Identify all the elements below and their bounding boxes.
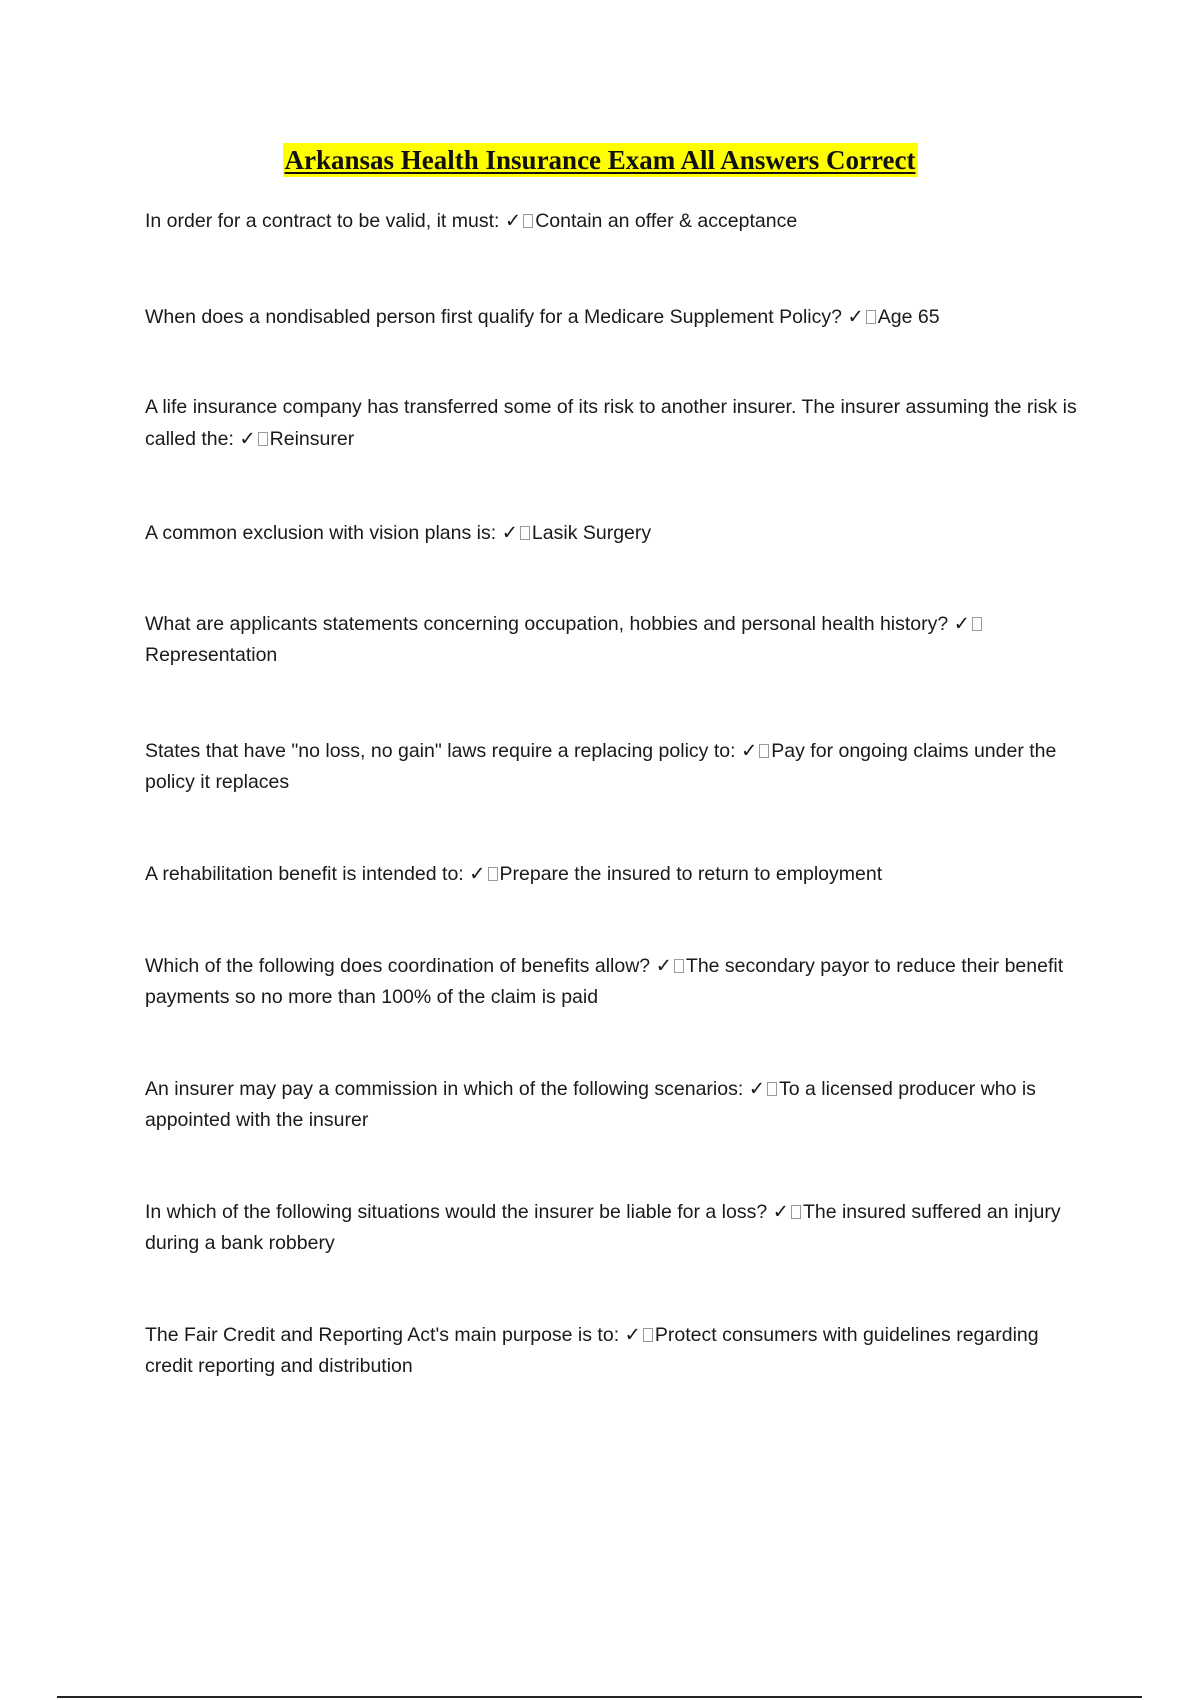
answer-text: Protect consumers with guidelines regarding credit reporting and distribution: [145, 1324, 1039, 1377]
qa-item-7: [145, 858, 1080, 890]
check-icon: ✓: [772, 1200, 789, 1223]
qa-item-1: [145, 205, 1080, 237]
answer-text: Prepare the insured to return to employment: [499, 863, 883, 885]
qa-item-8: [145, 950, 1080, 1013]
answer-text: Pay for ongoing claims under the policy it replaces: [145, 740, 1057, 793]
qa-item-5: [145, 608, 1080, 671]
qa-item-4: [145, 517, 1080, 549]
answer-text: To a licensed producer who is appointed with the insurer: [145, 1078, 1036, 1131]
question-text: In which of the following situations would the insurer be liable for a loss?: [145, 1201, 768, 1223]
check-icon: ✓: [239, 427, 256, 450]
document-title: Arkansas Health Insurance Exam All Answers Correct: [284, 145, 916, 175]
title-container: [0, 143, 1200, 177]
box-icon: [520, 526, 530, 540]
check-icon: ✓: [501, 521, 518, 544]
check-icon: ✓: [655, 954, 672, 977]
answer-text: The secondary payor to reduce their benefit payments so no more than 100% of the claim is paid: [145, 955, 1064, 1008]
qa-item-2: [145, 301, 1080, 333]
box-icon: [674, 959, 684, 973]
answer-text: The insured suffered an injury during a bank robbery: [145, 1201, 1061, 1254]
box-icon: [791, 1205, 801, 1219]
question-text: A common exclusion with vision plans is:: [145, 522, 497, 544]
box-icon: [258, 432, 268, 446]
answer-text: Representation: [145, 644, 278, 666]
question-text: A rehabilitation benefit is intended to:: [145, 863, 464, 885]
box-icon: [523, 214, 533, 228]
question-text: When does a nondisabled person first qualify for a Medicare Supplement Policy?: [145, 306, 842, 328]
question-text: States that have "no loss, no gain" laws require a replacing policy to:: [145, 740, 736, 762]
box-icon: [643, 1328, 653, 1342]
check-icon: ✓: [953, 612, 971, 635]
answer-text: Age 65: [877, 306, 940, 328]
question-text: In order for a contract to be valid, it must:: [145, 210, 500, 232]
question-text: A life insurance company has transferred some of its risk to another insurer. The insurer assuming the risk is called the:: [145, 396, 1077, 450]
box-icon: [488, 867, 498, 881]
question-text: The Fair Credit and Reporting Act's main purpose is to:: [145, 1324, 620, 1346]
answer-text: Contain an offer & acceptance: [535, 210, 798, 232]
qa-item-6: [145, 735, 1080, 798]
check-icon: ✓: [748, 1077, 766, 1100]
answer-text: Reinsurer: [269, 428, 355, 450]
check-icon: ✓: [624, 1323, 641, 1346]
box-icon: [759, 744, 769, 758]
box-icon: [767, 1082, 777, 1096]
question-text: What are applicants statements concerning occupation, hobbies and personal health history?: [145, 613, 949, 635]
question-text: Which of the following does coordination of benefits allow?: [145, 955, 651, 977]
check-icon: ✓: [740, 739, 758, 762]
box-icon: [866, 310, 876, 324]
question-text: An insurer may pay a commission in which of the following scenarios:: [145, 1078, 744, 1100]
answer-text: Lasik Surgery: [531, 522, 652, 544]
footer-divider: [57, 1696, 1142, 1698]
box-icon: [972, 617, 982, 631]
check-icon: ✓: [469, 862, 486, 885]
qa-item-11: [145, 1319, 1080, 1382]
qa-item-10: [145, 1196, 1080, 1259]
check-icon: ✓: [847, 305, 864, 328]
check-icon: ✓: [504, 209, 522, 232]
qa-item-9: [145, 1073, 1080, 1136]
qa-item-3: [145, 392, 1080, 455]
